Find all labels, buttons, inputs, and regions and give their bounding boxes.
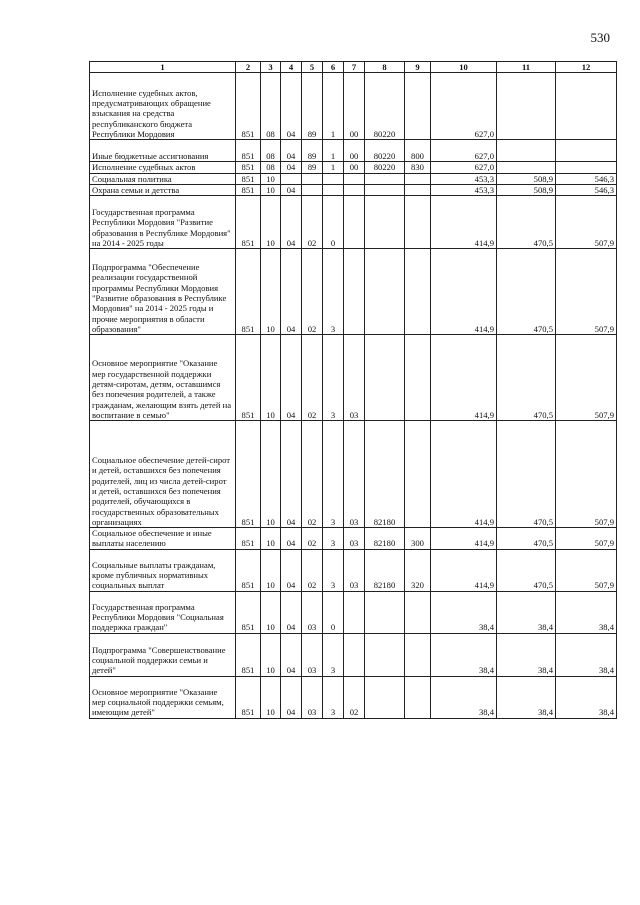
section-code: 10 xyxy=(261,528,281,550)
kvsr-code: 851 xyxy=(236,549,261,591)
subprogram-code: 3 xyxy=(323,421,344,528)
amount-col11: 508,9 xyxy=(497,173,556,184)
row-name: Социальная политика xyxy=(90,173,236,184)
kvsr-code: 851 xyxy=(236,184,261,195)
amount-col12 xyxy=(556,162,617,173)
expense-type-code: 830 xyxy=(405,162,431,173)
expense-type-code xyxy=(405,335,431,421)
expense-type-code xyxy=(405,196,431,249)
direction-code xyxy=(365,591,405,633)
amount-col11 xyxy=(497,162,556,173)
kvsr-code: 851 xyxy=(236,196,261,249)
amount-col11: 470,5 xyxy=(497,528,556,550)
subsection-code: 04 xyxy=(281,249,302,335)
expense-type-code: 300 xyxy=(405,528,431,550)
expense-type-code xyxy=(405,676,431,718)
program-code: 89 xyxy=(302,162,323,173)
amount-col12: 546,3 xyxy=(556,184,617,195)
table-row xyxy=(90,676,617,718)
expense-type-code xyxy=(405,173,431,184)
amount-col11: 470,5 xyxy=(497,249,556,335)
column-header-4: 4 xyxy=(281,62,302,73)
program-code xyxy=(302,184,323,195)
event-code xyxy=(344,633,365,676)
section-code: 10 xyxy=(261,249,281,335)
amount-col11: 38,4 xyxy=(497,633,556,676)
subprogram-code xyxy=(323,184,344,195)
amount-col12: 507,9 xyxy=(556,421,617,528)
kvsr-code: 851 xyxy=(236,162,261,173)
column-header-11: 11 xyxy=(497,62,556,73)
amount-col12: 38,4 xyxy=(556,633,617,676)
direction-code: 82180 xyxy=(365,549,405,591)
amount-col12: 507,9 xyxy=(556,528,617,550)
table-row xyxy=(90,633,617,676)
section-code: 10 xyxy=(261,335,281,421)
expense-type-code: 320 xyxy=(405,549,431,591)
row-name: Государственная программа Республики Мордовия "Развитие образования в Республике Мордовия" на 2014 - 2025 годы xyxy=(90,196,236,249)
row-name: Социальные выплаты гражданам, кроме публичных нормативных социальных выплат xyxy=(90,549,236,591)
program-code: 02 xyxy=(302,528,323,550)
direction-code: 82180 xyxy=(365,528,405,550)
amount-col11 xyxy=(497,140,556,162)
table-row xyxy=(90,184,617,195)
amount-col11 xyxy=(497,73,556,140)
row-name: Иные бюджетные ассигнования xyxy=(90,140,236,162)
event-code: 03 xyxy=(344,421,365,528)
column-header-1: 1 xyxy=(90,62,236,73)
kvsr-code: 851 xyxy=(236,591,261,633)
row-name: Социальное обеспечение и иные выплаты населению xyxy=(90,528,236,550)
expense-type-code xyxy=(405,184,431,195)
program-code: 03 xyxy=(302,676,323,718)
table-row xyxy=(90,249,617,335)
amount-col11: 38,4 xyxy=(497,591,556,633)
column-header-10: 10 xyxy=(431,62,497,73)
subsection-code: 04 xyxy=(281,335,302,421)
event-code: 00 xyxy=(344,162,365,173)
event-code: 02 xyxy=(344,676,365,718)
column-header-2: 2 xyxy=(236,62,261,73)
column-header-7: 7 xyxy=(344,62,365,73)
amount-col10: 38,4 xyxy=(431,633,497,676)
direction-code xyxy=(365,184,405,195)
subsection-code: 04 xyxy=(281,196,302,249)
subprogram-code xyxy=(323,173,344,184)
amount-col12: 507,9 xyxy=(556,196,617,249)
direction-code: 80220 xyxy=(365,140,405,162)
program-code: 02 xyxy=(302,549,323,591)
amount-col12 xyxy=(556,73,617,140)
event-code: 00 xyxy=(344,140,365,162)
program-code: 02 xyxy=(302,196,323,249)
table-row xyxy=(90,196,617,249)
table-row xyxy=(90,591,617,633)
direction-code: 82180 xyxy=(365,421,405,528)
event-code: 03 xyxy=(344,549,365,591)
section-code: 10 xyxy=(261,676,281,718)
expense-type-code xyxy=(405,591,431,633)
amount-col12: 38,4 xyxy=(556,591,617,633)
expense-type-code: 800 xyxy=(405,140,431,162)
subprogram-code: 1 xyxy=(323,73,344,140)
kvsr-code: 851 xyxy=(236,173,261,184)
kvsr-code: 851 xyxy=(236,140,261,162)
row-name: Основное мероприятие "Оказание мер социальной поддержки семьям, имеющим детей" xyxy=(90,676,236,718)
column-header-3: 3 xyxy=(261,62,281,73)
column-header-9: 9 xyxy=(405,62,431,73)
section-code: 10 xyxy=(261,633,281,676)
amount-col10: 38,4 xyxy=(431,591,497,633)
amount-col10: 414,9 xyxy=(431,196,497,249)
direction-code xyxy=(365,249,405,335)
subprogram-code: 1 xyxy=(323,162,344,173)
amount-col11: 470,5 xyxy=(497,196,556,249)
subprogram-code: 3 xyxy=(323,676,344,718)
table-row xyxy=(90,173,617,184)
budget-table xyxy=(89,61,617,719)
section-code: 08 xyxy=(261,73,281,140)
section-code: 10 xyxy=(261,591,281,633)
row-name: Подпрограмма "Обеспечение реализации государственной программы Республики Мордовия "Развитие образования в Республике Мордовия" на 2014 - 2025 годы и прочие мероприятия в области образования" xyxy=(90,249,236,335)
amount-col11: 508,9 xyxy=(497,184,556,195)
table-row xyxy=(90,549,617,591)
amount-col10: 414,9 xyxy=(431,528,497,550)
amount-col11: 470,5 xyxy=(497,549,556,591)
subprogram-code: 3 xyxy=(323,335,344,421)
amount-col10: 414,9 xyxy=(431,249,497,335)
event-code xyxy=(344,249,365,335)
page-number: 530 xyxy=(590,30,610,45)
amount-col11: 38,4 xyxy=(497,676,556,718)
amount-col11: 470,5 xyxy=(497,335,556,421)
amount-col12: 38,4 xyxy=(556,676,617,718)
subsection-code: 04 xyxy=(281,184,302,195)
kvsr-code: 851 xyxy=(236,335,261,421)
subsection-code: 04 xyxy=(281,549,302,591)
row-name: Охрана семьи и детства xyxy=(90,184,236,195)
amount-col12 xyxy=(556,140,617,162)
expense-type-code xyxy=(405,249,431,335)
event-code xyxy=(344,184,365,195)
amount-col10: 453,3 xyxy=(431,173,497,184)
amount-col10: 414,9 xyxy=(431,335,497,421)
subprogram-code: 3 xyxy=(323,633,344,676)
table-row xyxy=(90,140,617,162)
section-code: 08 xyxy=(261,162,281,173)
event-code xyxy=(344,196,365,249)
expense-type-code xyxy=(405,421,431,528)
program-code: 03 xyxy=(302,591,323,633)
subprogram-code: 0 xyxy=(323,196,344,249)
table-row xyxy=(90,528,617,550)
subprogram-code: 3 xyxy=(323,249,344,335)
program-code: 02 xyxy=(302,335,323,421)
direction-code: 80220 xyxy=(365,73,405,140)
event-code xyxy=(344,173,365,184)
program-code: 02 xyxy=(302,249,323,335)
section-code: 10 xyxy=(261,184,281,195)
column-header-8: 8 xyxy=(365,62,405,73)
expense-type-code xyxy=(405,73,431,140)
amount-col10: 38,4 xyxy=(431,676,497,718)
kvsr-code: 851 xyxy=(236,249,261,335)
amount-col12: 507,9 xyxy=(556,549,617,591)
table-row xyxy=(90,421,617,528)
row-name: Исполнение судебных актов, предусматривающих обращение взыскания на средства республиканского бюджета Республики Мордовия xyxy=(90,73,236,140)
row-name: Подпрограмма "Совершенствование социальной поддержки семьи и детей" xyxy=(90,633,236,676)
section-code: 10 xyxy=(261,173,281,184)
amount-col10: 414,9 xyxy=(431,549,497,591)
subprogram-code: 3 xyxy=(323,549,344,591)
table-row xyxy=(90,73,617,140)
row-name: Исполнение судебных актов xyxy=(90,162,236,173)
subsection-code: 04 xyxy=(281,591,302,633)
subsection-code: 04 xyxy=(281,676,302,718)
subprogram-code: 1 xyxy=(323,140,344,162)
section-code: 10 xyxy=(261,549,281,591)
event-code xyxy=(344,591,365,633)
header-row xyxy=(90,62,617,73)
kvsr-code: 851 xyxy=(236,73,261,140)
column-header-12: 12 xyxy=(556,62,617,73)
amount-col11: 470,5 xyxy=(497,421,556,528)
program-code: 89 xyxy=(302,140,323,162)
amount-col10: 453,3 xyxy=(431,184,497,195)
subsection-code: 04 xyxy=(281,421,302,528)
row-name: Социальное обеспечение детей-сирот и детей, оставшихся без попечения родителей, лиц из числа детей-сирот и детей, оставшихся без попечения родителей, обучающихся в государственных образовательных организациях xyxy=(90,421,236,528)
subprogram-code: 0 xyxy=(323,591,344,633)
section-code: 08 xyxy=(261,140,281,162)
amount-col12: 507,9 xyxy=(556,335,617,421)
event-code: 00 xyxy=(344,73,365,140)
column-header-5: 5 xyxy=(302,62,323,73)
direction-code xyxy=(365,335,405,421)
amount-col10: 627,0 xyxy=(431,162,497,173)
program-code: 89 xyxy=(302,73,323,140)
kvsr-code: 851 xyxy=(236,633,261,676)
amount-col12: 507,9 xyxy=(556,249,617,335)
subprogram-code: 3 xyxy=(323,528,344,550)
amount-col10: 627,0 xyxy=(431,140,497,162)
expense-type-code xyxy=(405,633,431,676)
kvsr-code: 851 xyxy=(236,528,261,550)
amount-col12: 546,3 xyxy=(556,173,617,184)
event-code: 03 xyxy=(344,528,365,550)
amount-col10: 627,0 xyxy=(431,73,497,140)
subsection-code: 04 xyxy=(281,633,302,676)
row-name: Государственная программа Республики Мордовия "Социальная поддержка граждан" xyxy=(90,591,236,633)
subsection-code: 04 xyxy=(281,73,302,140)
amount-col10: 414,9 xyxy=(431,421,497,528)
subsection-code: 04 xyxy=(281,528,302,550)
program-code: 02 xyxy=(302,421,323,528)
direction-code: 80220 xyxy=(365,162,405,173)
row-name: Основное мероприятие "Оказание мер государственной поддержки детям-сиротам, детям, оставшимся без попечения родителей, а также гражданам, желающим взять детей на воспитание в семью" xyxy=(90,335,236,421)
direction-code xyxy=(365,676,405,718)
subsection-code: 04 xyxy=(281,140,302,162)
direction-code xyxy=(365,196,405,249)
direction-code xyxy=(365,173,405,184)
direction-code xyxy=(365,633,405,676)
section-code: 10 xyxy=(261,196,281,249)
table-row xyxy=(90,335,617,421)
table-row xyxy=(90,162,617,173)
program-code xyxy=(302,173,323,184)
kvsr-code: 851 xyxy=(236,421,261,528)
event-code: 03 xyxy=(344,335,365,421)
column-header-6: 6 xyxy=(323,62,344,73)
program-code: 03 xyxy=(302,633,323,676)
table-body xyxy=(90,73,617,718)
kvsr-code: 851 xyxy=(236,676,261,718)
section-code: 10 xyxy=(261,421,281,528)
subsection-code xyxy=(281,173,302,184)
subsection-code: 04 xyxy=(281,162,302,173)
